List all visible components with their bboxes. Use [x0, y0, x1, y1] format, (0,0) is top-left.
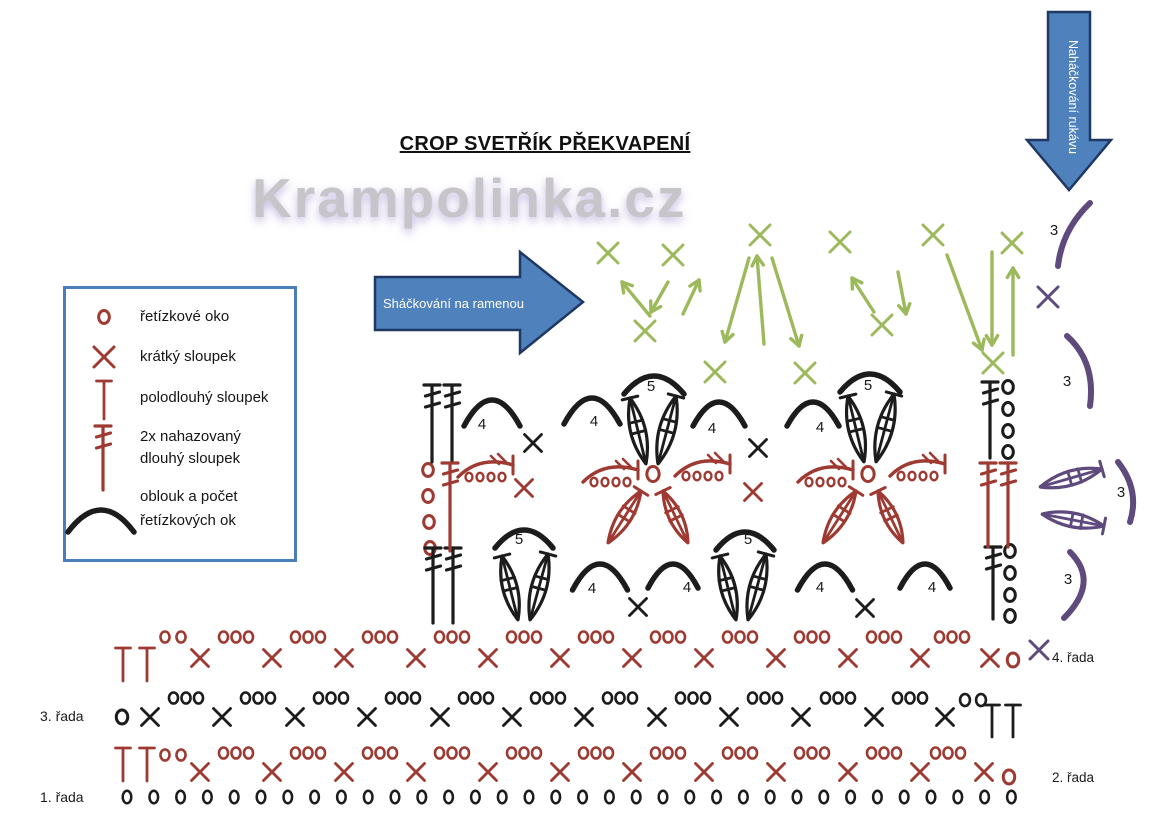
chain-stitch: [663, 632, 672, 643]
shell-wing: [466, 473, 473, 481]
chain-stitch: [1003, 425, 1014, 438]
chain-stitch: [591, 748, 600, 759]
double-treble: [97, 444, 111, 448]
chain-stitch: [1007, 653, 1018, 667]
foundation-chain: [820, 791, 829, 804]
petal-cluster: [1100, 461, 1104, 476]
chain-stitch: [1005, 567, 1016, 580]
petal-cluster: [722, 588, 736, 591]
diagram-label: 4: [587, 580, 597, 597]
chain-stitch: [947, 632, 956, 643]
chain-stitch: [579, 748, 588, 759]
chain-stitch: [604, 632, 613, 643]
shell-wing: [839, 478, 846, 486]
chain-stitch: [447, 632, 456, 643]
foundation-chain: [176, 791, 185, 804]
legend-label-single-crochet: krátký sloupek: [140, 348, 236, 365]
double-treble: [446, 392, 460, 396]
chain-stitch: [231, 748, 240, 759]
diagram-label: 4: [589, 413, 599, 430]
chain-stitch: [807, 748, 816, 759]
chain-stitch: [1003, 381, 1014, 394]
chain-stitch: [676, 748, 685, 759]
petal-cluster: [540, 552, 555, 556]
chain-stitch: [316, 748, 325, 759]
double-treble: [97, 433, 111, 437]
chain-stitch: [723, 748, 732, 759]
diagram-label: 2. řada: [1052, 770, 1095, 785]
join-arrow: [757, 256, 764, 344]
chain-stitch: [879, 748, 888, 759]
diagram-label: 4. řada: [1052, 650, 1095, 665]
foundation-chain: [230, 791, 239, 804]
chain-stitch: [99, 311, 110, 324]
chain-stitch: [615, 693, 624, 704]
chain-stitch: [423, 464, 434, 477]
chain-stitch: [1003, 446, 1014, 459]
foundation-chain: [712, 791, 721, 804]
chain-stitch: [867, 632, 876, 643]
shell-wing: [499, 473, 506, 481]
shell-wing: [705, 472, 712, 480]
chain-stitch: [820, 748, 829, 759]
petal-cluster: [719, 577, 733, 580]
chain-stitch: [241, 693, 250, 704]
chain-arc: [693, 402, 745, 426]
chain-stitch: [532, 748, 541, 759]
chain-stitch: [1003, 770, 1014, 784]
petal-cluster: [712, 554, 728, 558]
chain-stitch: [723, 632, 732, 643]
double-treble: [447, 566, 461, 570]
petal-cluster: [504, 588, 518, 591]
chain-stitch: [931, 748, 940, 759]
shell-wing: [716, 472, 723, 480]
chain-stitch: [773, 693, 782, 704]
petal-cluster: [758, 552, 773, 556]
chain-stitch: [411, 693, 420, 704]
chain-stitch: [846, 693, 855, 704]
chain-stitch: [291, 632, 300, 643]
petal-cluster: [532, 586, 546, 590]
legend-label-chain: řetízkové oko: [140, 308, 230, 325]
chain-stitch: [603, 693, 612, 704]
foundation-chain: [444, 791, 453, 804]
chain-stitch: [194, 693, 203, 704]
chain-stitch: [748, 632, 757, 643]
chain-stitch: [471, 693, 480, 704]
chain-stitch: [375, 748, 384, 759]
shell-wing: [602, 478, 609, 486]
legend-label-arc-2: řetízkových ok: [140, 512, 236, 529]
foundation-chain: [525, 791, 534, 804]
petal-cluster: [840, 394, 856, 398]
flower-motif: [862, 467, 874, 482]
flower-motif: [647, 467, 659, 482]
join-arrow: [947, 255, 982, 350]
chain-stitch: [676, 693, 685, 704]
double-treble: [984, 400, 998, 404]
chain-stitch: [519, 632, 528, 643]
double-treble: [987, 554, 1001, 558]
foundation-chain: [123, 791, 132, 804]
chain-stitch: [435, 748, 444, 759]
chain-stitch: [116, 710, 127, 724]
chain-stitch: [795, 632, 804, 643]
shell-wing: [477, 473, 484, 481]
foundation-chain: [739, 791, 748, 804]
banner-label: Naháčkování rukávu: [1066, 40, 1080, 154]
double-treble: [426, 403, 440, 407]
petal-cluster: [847, 418, 861, 421]
chain-stitch: [748, 693, 757, 704]
chain-stitch: [484, 693, 493, 704]
chain-stitch: [169, 693, 178, 704]
petal-cluster: [750, 586, 764, 590]
chain-stitch: [735, 632, 744, 643]
diagram-label: 5: [514, 531, 524, 548]
chain-stitch: [556, 693, 565, 704]
chain-stitch: [651, 632, 660, 643]
shell-wing: [909, 472, 916, 480]
foundation-chain: [418, 791, 427, 804]
shell-wing: [806, 478, 813, 486]
diagram-label: 4: [815, 579, 825, 596]
join-arrow: [622, 282, 650, 316]
chain-stitch: [688, 693, 697, 704]
chain-stitch: [176, 632, 185, 643]
chain-stitch: [423, 490, 434, 503]
petal-cluster: [501, 577, 515, 580]
chain-stitch: [1003, 403, 1014, 416]
foundation-chain: [1007, 791, 1016, 804]
chain-stitch: [316, 632, 325, 643]
chain-stitch: [388, 632, 397, 643]
foundation-chain: [310, 791, 319, 804]
petal-cluster: [1102, 518, 1105, 534]
diagram-label: 4: [682, 579, 692, 596]
diagram-label: 3: [1062, 373, 1072, 390]
join-arrow: [982, 339, 984, 350]
chain-stitch: [579, 632, 588, 643]
foundation-chain: [900, 791, 909, 804]
double-treble: [447, 555, 461, 559]
petal-cluster: [753, 576, 767, 580]
foundation-chain: [257, 791, 266, 804]
chain-stitch: [892, 748, 901, 759]
chain-stitch: [531, 693, 540, 704]
chain-stitch: [244, 748, 253, 759]
petal-cluster: [494, 554, 510, 558]
chain-stitch: [388, 748, 397, 759]
petal-cluster: [623, 506, 635, 514]
foundation-chain: [927, 791, 936, 804]
chain-stitch: [507, 632, 516, 643]
sleeve-arc: [1058, 203, 1090, 266]
chain-stitch: [543, 693, 552, 704]
chain-stitch: [303, 748, 312, 759]
shell-wing: [817, 478, 824, 486]
foundation-chain: [337, 791, 346, 804]
chain-stitch: [176, 750, 185, 761]
chain-stitch: [160, 750, 169, 761]
chain-stitch: [253, 693, 262, 704]
diagram-label: 5: [743, 531, 753, 548]
chain-stitch: [748, 748, 757, 759]
chain-stitch: [935, 632, 944, 643]
join-arrow: [906, 304, 910, 314]
foundation-chain: [578, 791, 587, 804]
chain-stitch: [960, 632, 969, 643]
foundation-chain: [793, 791, 802, 804]
diagram-label: 3: [1063, 571, 1073, 588]
foundation-chain: [766, 791, 775, 804]
chain-stitch: [339, 693, 348, 704]
chain-stitch: [363, 748, 372, 759]
chain-stitch: [833, 693, 842, 704]
shell-wing: [613, 478, 620, 486]
chain-stitch: [386, 693, 395, 704]
chain-arc: [68, 510, 134, 532]
chain-stitch: [867, 748, 876, 759]
diagram-label: 3. řada: [40, 708, 84, 724]
foundation-chain: [846, 791, 855, 804]
chain-stitch: [447, 748, 456, 759]
double-treble: [446, 403, 460, 407]
chain-stitch: [795, 748, 804, 759]
chain-stitch: [1005, 589, 1016, 602]
foundation-chain: [980, 791, 989, 804]
foundation-chain: [203, 791, 212, 804]
foundation-chain: [498, 791, 507, 804]
chain-stitch: [532, 632, 541, 643]
petal-cluster: [632, 431, 646, 434]
sleeve-arc: [1067, 336, 1091, 406]
chain-stitch: [435, 632, 444, 643]
petal-cluster: [629, 420, 643, 423]
diagram-label: 4: [815, 419, 825, 436]
chain-stitch: [628, 693, 637, 704]
chain-stitch: [821, 693, 830, 704]
legend-label-half-double: polodlouhý sloupek: [140, 389, 269, 406]
chain-stitch: [424, 516, 435, 529]
foundation-chain: [552, 791, 561, 804]
chain-stitch: [460, 632, 469, 643]
double-treble: [982, 481, 996, 485]
chain-stitch: [807, 632, 816, 643]
join-arrow: [725, 258, 749, 342]
chain-stitch: [244, 632, 253, 643]
shell-wing: [591, 478, 598, 486]
foundation-chain: [364, 791, 373, 804]
chain-stitch: [398, 693, 407, 704]
page-title: CROP SVETŘÍK PŘEKVAPENÍ: [399, 133, 691, 155]
double-treble: [982, 470, 996, 474]
chain-stitch: [219, 632, 228, 643]
double-treble: [1002, 470, 1016, 474]
shell-wing: [624, 478, 631, 486]
chain-stitch: [905, 693, 914, 704]
shell-wing: [931, 472, 938, 480]
legend-label-double-treble-1: 2x nahazovaný: [140, 428, 241, 445]
petal-cluster: [660, 430, 674, 434]
petal-cluster: [1078, 469, 1082, 482]
chain-stitch: [291, 748, 300, 759]
petal-cluster: [881, 417, 895, 421]
chain-stitch: [266, 693, 275, 704]
petal-cluster: [1070, 513, 1073, 527]
chain-stitch: [735, 748, 744, 759]
foundation-chain: [284, 791, 293, 804]
petal-cluster: [663, 419, 677, 423]
chain-stitch: [507, 748, 516, 759]
chain-stitch: [303, 632, 312, 643]
foundation-chain: [471, 791, 480, 804]
foundation-chain: [391, 791, 400, 804]
diagram-label: 5: [863, 377, 873, 394]
petal-cluster: [833, 514, 845, 522]
chain-stitch: [231, 632, 240, 643]
chain-arc: [464, 400, 520, 426]
chain-stitch: [956, 748, 965, 759]
chain-stitch: [459, 693, 468, 704]
chain-stitch: [879, 632, 888, 643]
petal-cluster: [838, 506, 850, 514]
diagram-label: 4: [707, 420, 717, 437]
banner-label: Sháčkování na ramenou: [383, 296, 524, 311]
chain-stitch: [591, 632, 600, 643]
double-treble: [987, 565, 1001, 569]
chain-stitch: [918, 693, 927, 704]
chain-stitch: [960, 694, 970, 706]
chain-stitch: [892, 632, 901, 643]
petal-cluster: [878, 428, 892, 432]
watermark: Krampolinka.cz: [252, 167, 687, 229]
double-treble: [1002, 481, 1016, 485]
legend-label-arc-1: oblouk a počet: [140, 488, 238, 505]
petal-cluster: [535, 576, 549, 580]
foundation-chain: [686, 791, 695, 804]
chain-arc: [900, 564, 950, 588]
petal-cluster: [850, 429, 864, 432]
chain-stitch: [314, 693, 323, 704]
diagram-label: 5: [646, 378, 656, 395]
chain-stitch: [820, 632, 829, 643]
chain-stitch: [701, 693, 710, 704]
foundation-chain: [659, 791, 668, 804]
chain-arc: [573, 564, 628, 590]
diagram-label: 4: [477, 416, 487, 433]
shell-wing: [898, 472, 905, 480]
double-treble: [427, 566, 441, 570]
foundation-chain: [632, 791, 641, 804]
shell-wing: [488, 473, 495, 481]
chain-stitch: [363, 632, 372, 643]
chain-stitch: [160, 632, 169, 643]
chain-stitch: [651, 748, 660, 759]
chain-arc: [798, 564, 853, 590]
shell-wing: [828, 478, 835, 486]
double-treble: [426, 392, 440, 396]
chain-stitch: [326, 693, 335, 704]
chain-stitch: [604, 748, 613, 759]
join-arrow: [799, 335, 802, 346]
petal-cluster: [618, 514, 630, 522]
diagram-label: 1. řada: [40, 789, 84, 805]
diagram-label: 4: [927, 579, 937, 596]
chain-stitch: [219, 748, 228, 759]
chain-stitch: [1005, 545, 1016, 558]
chain-stitch: [181, 693, 190, 704]
foundation-chain: [873, 791, 882, 804]
shell-wing: [683, 472, 690, 480]
chain-arc: [787, 402, 839, 426]
join-arrow: [772, 258, 799, 346]
legend-label-double-treble-2: dlouhý sloupek: [140, 450, 241, 467]
petal-cluster: [1068, 472, 1072, 485]
chain-arc: [495, 530, 553, 548]
chain-stitch: [519, 748, 528, 759]
chain-stitch: [760, 693, 769, 704]
join-arrow: [622, 282, 624, 293]
chain-stitch: [375, 632, 384, 643]
double-treble: [444, 470, 458, 474]
chain-stitch: [893, 693, 902, 704]
chain-stitch: [676, 632, 685, 643]
diagram-label: 3: [1116, 484, 1126, 501]
double-treble: [984, 389, 998, 393]
chain-stitch: [663, 748, 672, 759]
diagram-label: 3: [1049, 222, 1059, 239]
chain-stitch: [460, 748, 469, 759]
foundation-chain: [150, 791, 159, 804]
double-treble: [444, 481, 458, 485]
chain-stitch: [1005, 610, 1016, 623]
foundation-chain: [605, 791, 614, 804]
shell-wing: [920, 472, 927, 480]
shell-wing: [694, 472, 701, 480]
chain-stitch: [943, 748, 952, 759]
foundation-chain: [954, 791, 963, 804]
